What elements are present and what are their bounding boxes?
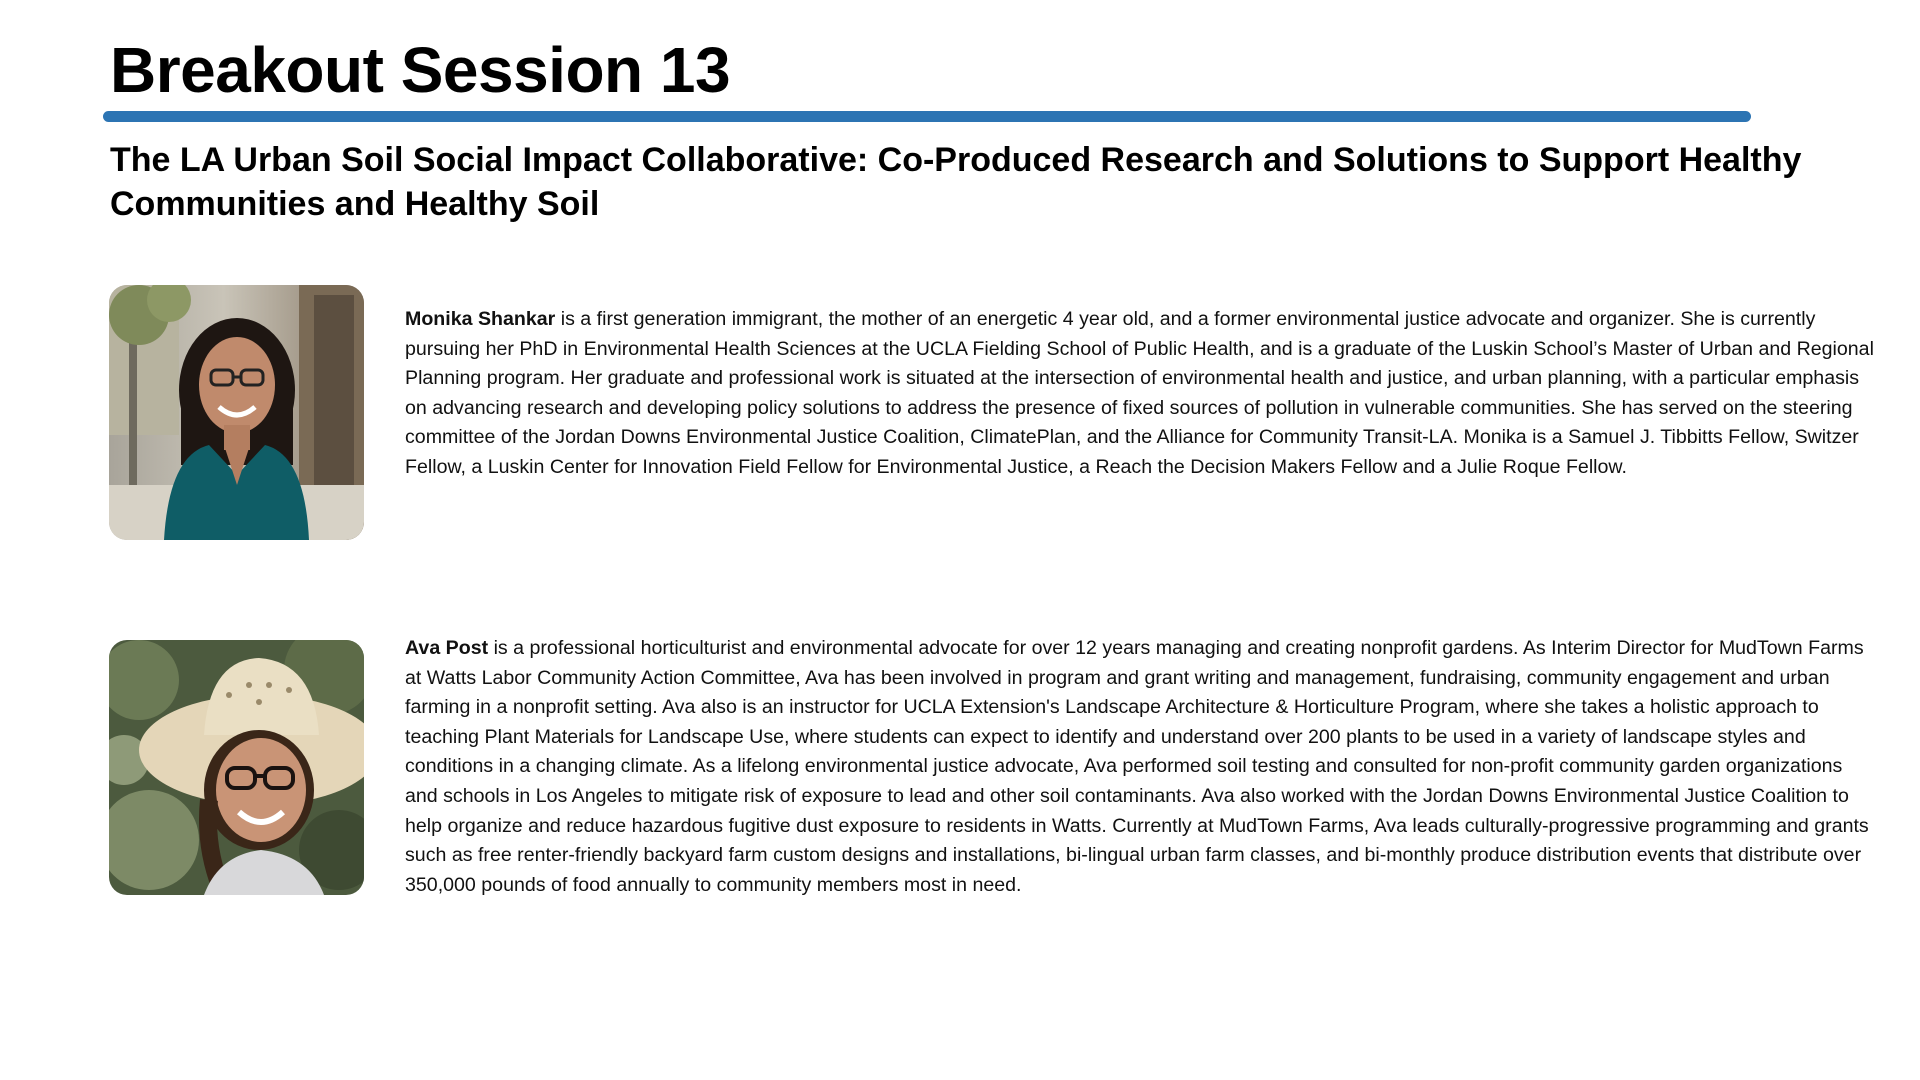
- speaker-name: Monika Shankar: [405, 308, 556, 330]
- title-underline-rule: [103, 111, 1751, 122]
- speaker-name: Ava Post: [405, 637, 489, 659]
- speaker-bio-monika-shankar: [405, 305, 1875, 483]
- slide-title: Breakout Session 13: [110, 34, 731, 106]
- portrait-illustration: [109, 640, 364, 895]
- speaker-bio-text: is a professional horticulturist and environmental advocate for over 12 years managing and creating nonprofit gardens. As Interim Director for MudTown Farms at Watts Labor Community Action Committee, Ava has been involved in program and grant writing and management, fundraising, community engagement and urban farming in a nonprofit setting. Ava also is an instructor for UCLA Extension's Landscape Architecture & Horticulture Program, where she takes a holistic approach to teaching Plant Materials for Landscape Use, where students can expect to identify and understand over 200 plants to be used in a variety of landscape styles and conditions in a changing climate. As a lifelong environmental justice advocate, Ava performed soil testing and consulted for non-profit community garden organizations and schools in Los Angeles to mitigate risk of exposure to lead and other soil contaminants. Ava also worked with the Jordan Downs Environmental Justice Coalition to help organize and reduce hazardous fugitive dust exposure to residents in Watts. Currently at MudTown Farms, Ava leads culturally-progressive programming and grants such as free renter-friendly backyard farm custom designs and installations, bi-lingual urban farm classes, and bi-monthly produce distribution events that distribute over 350,000 pounds of food annually to community members most in need.: [405, 637, 1869, 896]
- session-subtitle: The LA Urban Soil Social Impact Collaborative: Co-Produced Research and Solutions to Support Healthy Communities and Healthy Soil: [110, 141, 1802, 223]
- speaker-photo-ava-post: [109, 640, 364, 895]
- portrait-illustration: [109, 285, 364, 540]
- speaker-bio-text: is a first generation immigrant, the mother of an energetic 4 year old, and a former environmental justice advocate and organizer. She is currently pursuing her PhD in Environmental Health Sciences at the UCLA Fielding School of Public Health, and is a graduate of the Luskin School’s Master of Urban and Regional Planning program. Her graduate and professional work is situated at the intersection of environmental health and justice, and urban planning, with a particular emphasis on advancing research and developing policy solutions to address the presence of fixed sources of pollution in vulnerable communities. She has served on the steering committee of the Jordan Downs Environmental Justice Coalition, ClimatePlan, and the Alliance for Community Transit-LA. Monika is a Samuel J. Tibbitts Fellow, Switzer Fellow, a Luskin Center for Innovation Field Fellow for Environmental Justice, a Reach the Decision Makers Fellow and a Julie Roque Fellow.: [405, 308, 1874, 478]
- speaker-bio-ava-post: [405, 634, 1875, 900]
- speaker-photo-monika-shankar: [109, 285, 364, 540]
